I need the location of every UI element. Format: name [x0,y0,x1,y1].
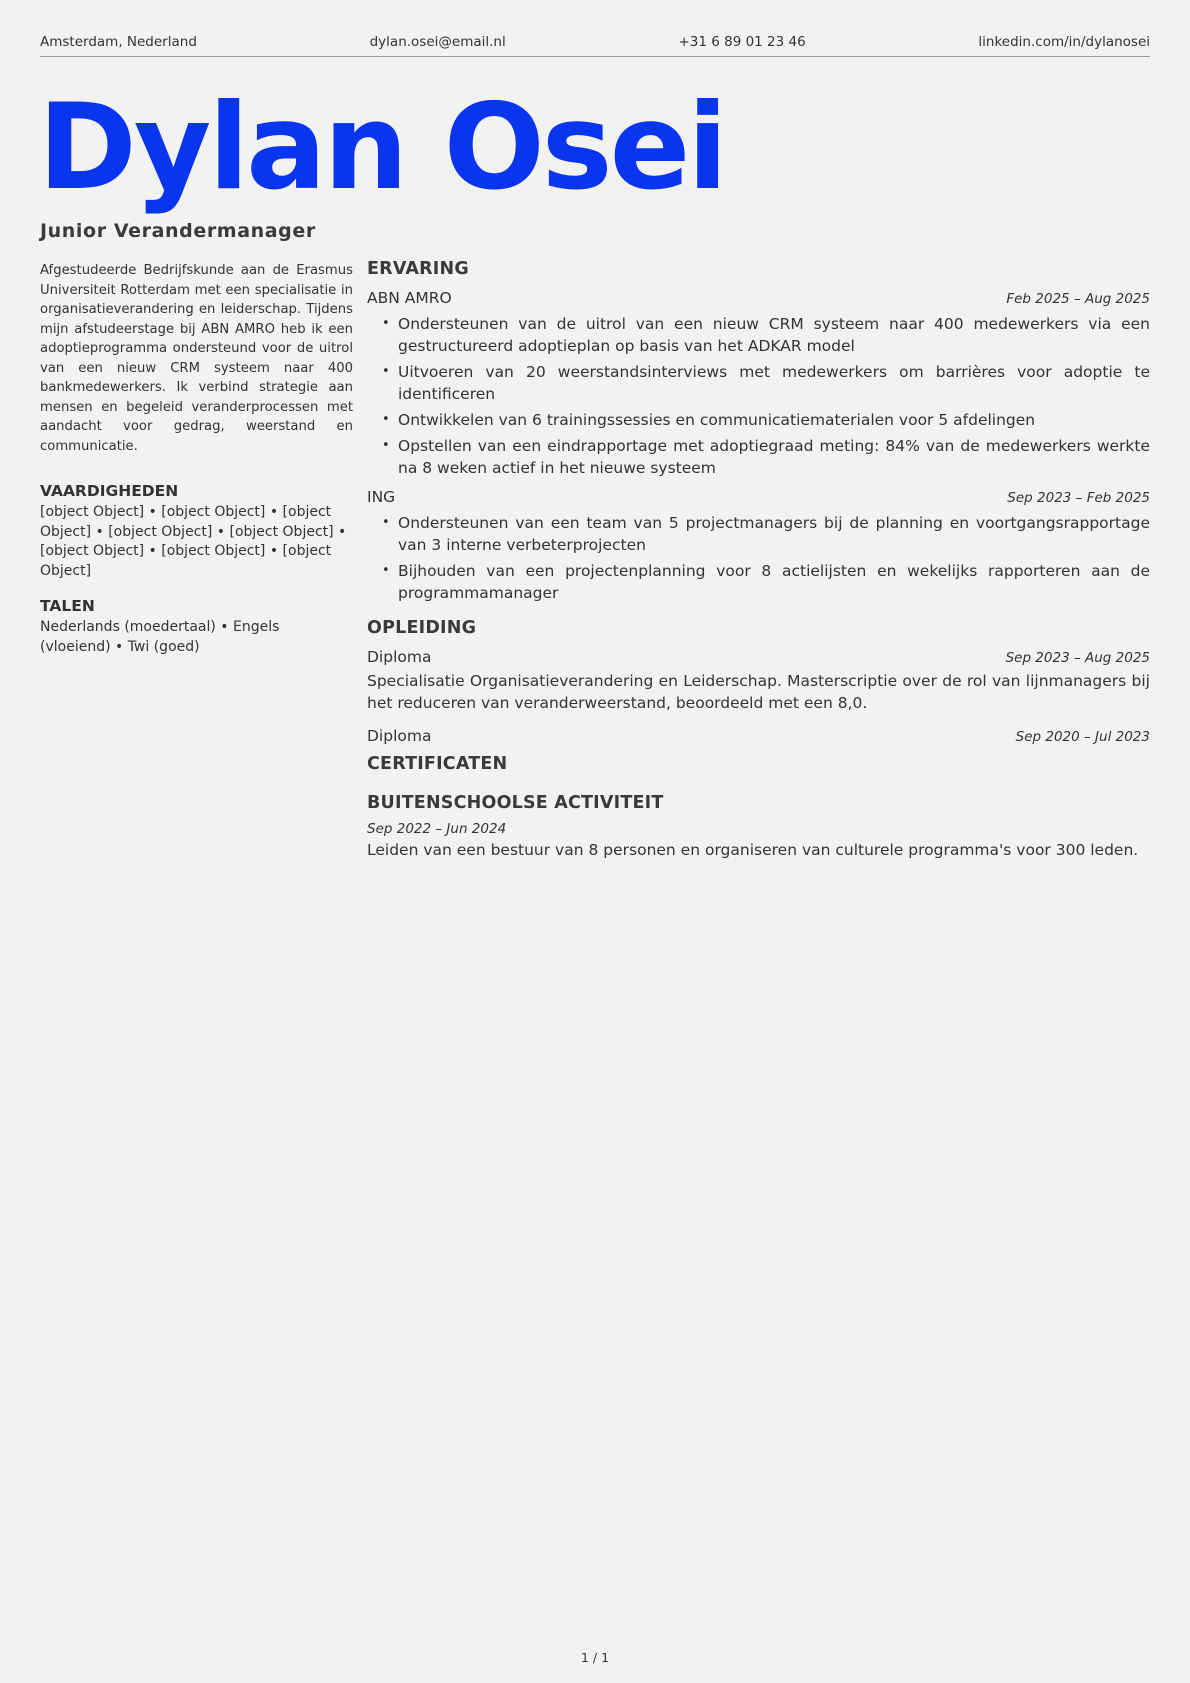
education-entry [367,727,1150,745]
experience-heading: ERVARING [367,259,469,279]
languages-list: Nederlands (moedertaal) • Engels (vloeiend) • Twi (goed) [40,619,280,655]
skills-list: [object Object] • [object Object] • [object Object] • [object Object] • [object Object] • [object Object] • [object Object] • [object Object] [40,504,347,579]
certificates-section [367,754,1150,774]
extracurricular-date: Sep 2022 – Jun 2024 [367,821,507,837]
education-heading: OPLEIDING [367,618,477,638]
job-bullet: • Bijhouden van een projectenplanning voor 8 actielijsten en wekelijks rapporteren aan de programmamanager [398,560,1150,604]
certificates-heading: CERTIFICATEN [367,754,508,774]
job-date: Feb 2025 – Aug 2025 [1006,291,1150,307]
education-description: Specialisatie Organisatieverandering en Leiderschap. Masterscriptie over de rol van lijnmanagers bij het reduceren van veranderweerstand, beoordeeld met een 8,0. [367,672,1150,712]
extracurricular-description: Leiden van een bestuur van 8 personen en organiseren van culturele programma's voor 300 leden. [367,841,1139,859]
job-entry [367,488,1150,604]
job-bullet: • Ondersteunen van een team van 5 projectmanagers bij de planning en voortgangsrapportage van 3 interne verbeterprojecten [398,512,1150,556]
education-header [367,648,1150,666]
languages-heading: TALEN [40,597,95,615]
left-column [40,261,353,657]
education-degree: Diploma [367,727,432,745]
languages-section [40,597,353,657]
job-bullet: • Ondersteunen van de uitrol van een nieuw CRM systeem naar 400 medewerkers via een gestructureerd adoptieplan op basis van het ADKAR model [398,313,1150,357]
job-company: ABN AMRO [367,289,452,307]
candidate-name: Dylan Osei [38,79,726,217]
job-header [367,289,1150,307]
education-entry [367,648,1150,714]
education-date: Sep 2020 – Jul 2023 [1015,729,1150,745]
job-bullet: • Ontwikkelen van 6 trainingssessies en communicatiematerialen voor 5 afdelingen [398,409,1150,431]
education-degree: Diploma [367,648,432,666]
right-column [367,259,1150,861]
extracurricular-section [367,793,1150,861]
job-header [367,488,1150,506]
phone-link[interactable]: +31 6 89 01 23 46 [678,33,806,50]
education-section [367,618,1150,745]
job-bullets [367,512,1150,604]
job-company: ING [367,488,396,506]
experience-section [367,259,1150,604]
extracurricular-heading: BUITENSCHOOLSE ACTIVITEIT [367,793,664,813]
job-entry [367,289,1150,479]
page-number: 1 / 1 [580,1650,610,1665]
profile-summary: Afgestudeerde Bedrijfskunde aan de Erasmus Universiteit Rotterdam met een specialisatie in organisatieverandering en leiderschap. Tijdens mijn afstudeerstage bij ABN AMRO heb ik een adoptieprogramma ondersteund voor de uitrol van een nieuw CRM systeem naar 400 bankmedewerkers. Ik verbind strategie aan mensen en begeleid veranderprocessen met aandacht voor gedrag, weerstand en communicatie. [40,263,353,454]
linkedin-link[interactable]: linkedin.com/in/dylanosei [978,33,1150,50]
job-bullet: • Uitvoeren van 20 weerstandsinterviews met medewerkers om barrières voor adoptie te identificeren [398,361,1150,405]
education-date: Sep 2023 – Aug 2025 [1005,650,1150,666]
job-bullets [367,313,1150,479]
job-title: Junior Verandermanager [40,220,316,242]
email-link[interactable]: dylan.osei@email.nl [369,33,506,50]
job-bullet: • Opstellen van een eindrapportage met adoptiegraad meting: 84% van de medewerkers werkte na 8 weken actief in het nieuwe systeem [398,435,1150,479]
skills-heading: VAARDIGHEDEN [40,482,179,500]
skills-section [40,482,353,581]
location-text: Amsterdam, Nederland [40,33,197,50]
job-date: Sep 2023 – Feb 2025 [1007,490,1150,506]
contact-bar [40,32,1150,57]
education-header [367,727,1150,745]
